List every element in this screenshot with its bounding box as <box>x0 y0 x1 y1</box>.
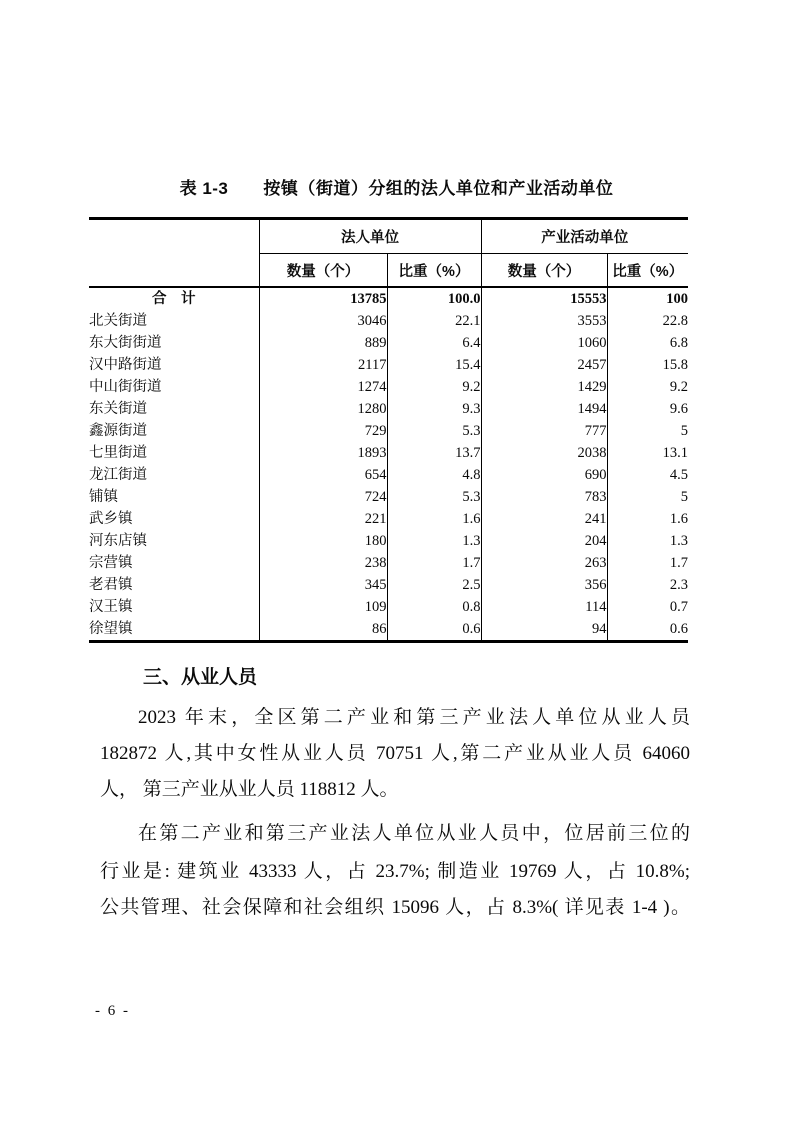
cell-legal-share: 6.4 <box>387 332 481 354</box>
cell-legal-share: 22.1 <box>387 310 481 332</box>
cell-activity-share: 5 <box>680 423 688 439</box>
row-label: 东大街街道 <box>89 332 259 354</box>
table-row <box>89 618 688 642</box>
cell-legal-quantity: 889 <box>259 332 387 354</box>
paragraph-line: 2023 年末，全区第二产业和第三产业法人单位从业人员 <box>138 707 690 728</box>
cell-activity-quantity: 204 <box>481 530 607 552</box>
row-label: 徐望镇 <box>89 618 259 642</box>
cell-legal-quantity: 86 <box>259 618 387 642</box>
cell-activity-quantity: 2457 <box>481 354 607 376</box>
paragraph-line: 182872 人,其中女性从业人员 70751 人,第二产业从业人员 64060 <box>100 743 690 764</box>
table-row <box>89 442 688 464</box>
cell-legal-quantity: 1274 <box>259 376 387 398</box>
cell-legal-quantity: 654 <box>259 464 387 486</box>
row-label: 东关街道 <box>89 398 259 420</box>
cell-legal-quantity: 109 <box>259 596 387 618</box>
table-row <box>89 354 688 376</box>
table-row <box>89 420 688 442</box>
subheader-quantity-legal: 数量（个） <box>259 254 387 288</box>
cell-activity-share: 4.5 <box>669 467 688 483</box>
table-row <box>89 287 688 310</box>
row-label: 合 计 <box>89 287 259 310</box>
row-label: 北关街道 <box>89 310 259 332</box>
cell-activity-share: 0.7 <box>669 599 688 615</box>
cell-legal-share: 0.6 <box>387 618 481 642</box>
cell-activity-share: 1.6 <box>669 511 688 527</box>
paragraph-line: 在第二产业和第三产业法人单位从业人员中，位居前三位的 <box>138 823 690 844</box>
table-row <box>89 552 688 574</box>
cell-activity-quantity: 1429 <box>481 376 607 398</box>
row-label: 河东店镇 <box>89 530 259 552</box>
cell-legal-share: 9.2 <box>387 376 481 398</box>
cell-activity-quantity: 94 <box>481 618 607 642</box>
table-row <box>89 310 688 332</box>
cell-activity-share: 22.8 <box>662 313 688 329</box>
table-header <box>89 219 688 288</box>
cell-legal-share: 2.5 <box>387 574 481 596</box>
paragraph-line: 人， 第三产业从业人员 118812 人。 <box>100 779 399 800</box>
cell-activity-quantity: 3553 <box>481 310 607 332</box>
cell-legal-share: 100.0 <box>387 287 481 310</box>
cell-activity-quantity: 356 <box>481 574 607 596</box>
cell-legal-quantity: 180 <box>259 530 387 552</box>
cell-legal-share: 1.3 <box>387 530 481 552</box>
cell-activity-share: 1.7 <box>669 555 688 571</box>
page-number: - 6 - <box>95 1003 130 1019</box>
table-row <box>89 376 688 398</box>
paragraph-line: 行业是: 建筑业 43333 人，占 23.7%; 制造业 19769 人，占 10.8%; <box>100 861 690 882</box>
row-label: 宗营镇 <box>89 552 259 574</box>
row-label: 汉王镇 <box>89 596 259 618</box>
cell-legal-share: 1.7 <box>387 552 481 574</box>
row-label: 汉中路街道 <box>89 354 259 376</box>
row-label: 中山街街道 <box>89 376 259 398</box>
cell-legal-share: 5.3 <box>387 420 481 442</box>
cell-activity-quantity: 114 <box>481 596 607 618</box>
cell-legal-share: 15.4 <box>387 354 481 376</box>
subheader-share-legal: 比重（%） <box>387 254 481 288</box>
cell-activity-quantity: 777 <box>481 420 607 442</box>
cell-activity-share: 100 <box>666 291 688 307</box>
paragraph-line: 公共管理、社会保障和社会组织 15096 人，占 8.3%( 详见表 1-4 )。 <box>100 897 690 918</box>
table-row <box>89 508 688 530</box>
cell-legal-quantity: 1280 <box>259 398 387 420</box>
row-label: 铺镇 <box>89 486 259 508</box>
cell-activity-quantity: 783 <box>481 486 607 508</box>
row-label: 武乡镇 <box>89 508 259 530</box>
stats-table <box>89 217 688 643</box>
cell-activity-quantity: 1494 <box>481 398 607 420</box>
cell-legal-quantity: 724 <box>259 486 387 508</box>
cell-activity-share: 1.3 <box>669 533 688 549</box>
cell-legal-quantity: 221 <box>259 508 387 530</box>
table-row <box>89 574 688 596</box>
group-header-activity-units: 产业活动单位 <box>481 219 688 254</box>
cell-activity-quantity: 241 <box>481 508 607 530</box>
cell-legal-share: 0.8 <box>387 596 481 618</box>
cell-legal-quantity: 2117 <box>259 354 387 376</box>
cell-activity-share: 15.8 <box>662 357 688 373</box>
cell-activity-share: 0.6 <box>669 621 688 637</box>
table-row <box>89 486 688 508</box>
cell-activity-quantity: 1060 <box>481 332 607 354</box>
row-label: 鑫源街道 <box>89 420 259 442</box>
cell-legal-share: 5.3 <box>387 486 481 508</box>
cell-activity-quantity: 690 <box>481 464 607 486</box>
table-body <box>89 287 688 642</box>
cell-legal-share: 1.6 <box>387 508 481 530</box>
subheader-quantity-activity: 数量（个） <box>481 254 607 288</box>
cell-legal-quantity: 3046 <box>259 310 387 332</box>
corner-header-cell <box>89 219 259 288</box>
cell-legal-quantity: 13785 <box>259 287 387 310</box>
table-title: 表 1-3 按镇（街道）分组的法人单位和产业活动单位 <box>179 179 614 198</box>
cell-legal-quantity: 238 <box>259 552 387 574</box>
cell-legal-quantity: 345 <box>259 574 387 596</box>
table-row <box>89 530 688 552</box>
cell-activity-share: 9.6 <box>669 401 688 417</box>
cell-activity-share: 2.3 <box>669 577 688 593</box>
group-header-legal-units: 法人单位 <box>259 219 481 254</box>
table-row <box>89 596 688 618</box>
row-label: 老君镇 <box>89 574 259 596</box>
cell-activity-quantity: 15553 <box>481 287 607 310</box>
cell-legal-quantity: 729 <box>259 420 387 442</box>
cell-activity-quantity: 2038 <box>481 442 607 464</box>
subheader-share-activity: 比重（%） <box>607 254 688 288</box>
table-row <box>89 332 688 354</box>
cell-legal-share: 13.7 <box>387 442 481 464</box>
table-row <box>89 464 688 486</box>
section-heading-employees: 三、从业人员 <box>143 667 258 688</box>
row-label: 龙江街道 <box>89 464 259 486</box>
cell-activity-share: 9.2 <box>669 379 688 395</box>
cell-activity-share: 13.1 <box>662 445 688 461</box>
cell-legal-quantity: 1893 <box>259 442 387 464</box>
cell-legal-share: 4.8 <box>387 464 481 486</box>
cell-legal-share: 9.3 <box>387 398 481 420</box>
cell-activity-share: 6.8 <box>669 335 688 351</box>
cell-activity-quantity: 263 <box>481 552 607 574</box>
cell-activity-share: 5 <box>680 489 688 505</box>
table-row <box>89 398 688 420</box>
row-label: 七里街道 <box>89 442 259 464</box>
